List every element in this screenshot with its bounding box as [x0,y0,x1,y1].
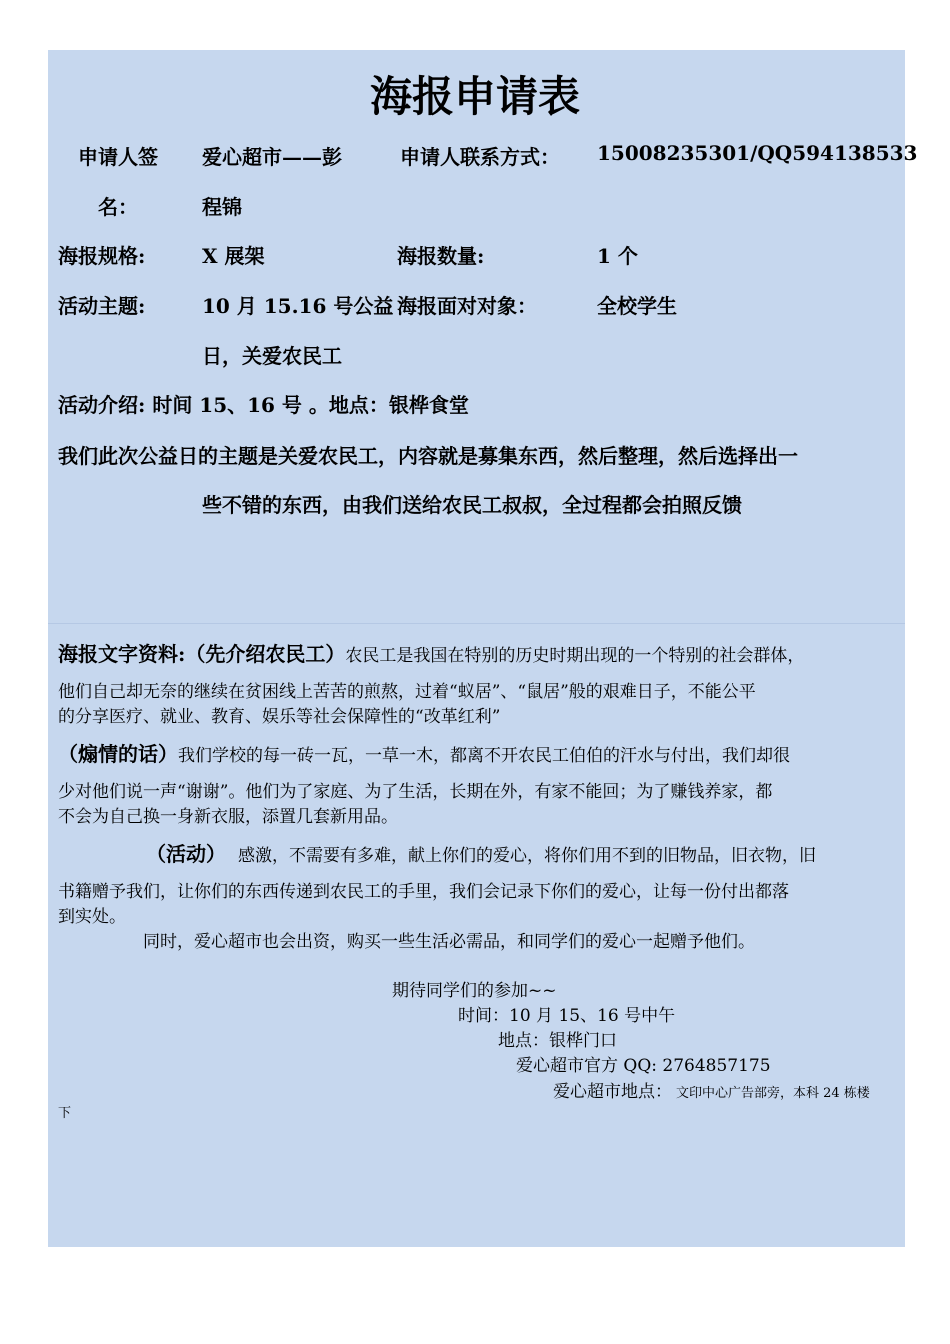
audience-value: 全校学生 [597,294,677,318]
audience-label: 海报面对对象： [397,294,537,318]
poster-p3-line: 到实处。 [58,907,126,927]
section-divider [48,623,905,624]
poster-section-label: 海报文字资料:（先介绍农民工） [58,642,346,666]
address-value-cont: 下 [58,1106,72,1121]
applicant-value-cont: 程锦 [202,195,242,219]
closing-line: 期待同学们的参加~~ [392,981,557,1001]
poster-p2-label: （煽情的话） [58,742,178,766]
intro-paragraph: 我们此次公益日的主题是关爱农民工，内容就是募集东西，然后整理，然后选择出一 [58,444,798,468]
spec-value: X 展架 [202,244,265,268]
official-qq: 爱心超市官方 QQ: 2764857175 [516,1056,771,1076]
poster-p2-line: 少对他们说一声“谢谢”。他们为了家庭、为了生活，长期在外，有家不能回；为了赚钱养家，都 [58,782,773,802]
applicant-label-cont: 名： [98,195,138,219]
theme-label: 活动主题: [58,294,146,318]
poster-p3-row [146,838,816,867]
event-time: 时间：10 月 15、16 号中午 [458,1006,676,1026]
contact-label: 申请人联系方式： [400,145,560,169]
contact-value: 15008235301/QQ594138533 [597,141,918,165]
poster-p3-line: 书籍赠予我们，让你们的东西传递到农民工的手里，我们会记录下你们的爱心，让每一份付出都落 [58,882,789,902]
intro-paragraph-cont: 些不错的东西，由我们送给农民工叔叔，全过程都会拍照反馈 [202,493,742,517]
count-label: 海报数量: [397,244,485,268]
poster-p2-row [58,738,790,767]
poster-p3-line: 感激，不需要有多难，献上你们的爱心，将你们用不到的旧物品，旧衣物，旧 [238,846,816,866]
spec-label: 海报规格: [58,244,146,268]
address-value: 文印中心广告部旁，本科 24 栋楼 [676,1086,870,1101]
intro-line: 活动介绍: 时间 15、16 号 。地点：银桦食堂 [58,393,469,417]
poster-p1-line: 他们自己却无奈的继续在贫困线上苦苦的煎熬，过着“蚁居”、“鼠居”般的艰难日子，不能公平 [58,682,756,702]
applicant-label: 申请人签 [78,145,158,169]
poster-p1-line: 的分享医疗、就业、教育、娱乐等社会保障性的“改革红利” [58,707,501,727]
count-value: 1 个 [597,244,638,268]
poster-p3-label: （活动） [146,842,226,866]
event-place: 地点：银桦门口 [498,1031,617,1051]
poster-p2-line: 我们学校的每一砖一瓦，一草一木，都离不开农民工伯伯的汗水与付出，我们却很 [178,746,790,766]
poster-p1-line: 农民工是我国在特别的历史时期出现的一个特别的社会群体， [345,646,805,666]
address-row [553,1077,870,1102]
theme-value-cont: 日，关爱农民工 [202,344,342,368]
applicant-value: 爱心超市——彭 [202,145,342,169]
poster-p2-line: 不会为自己换一身新衣服，添置几套新用品。 [58,807,398,827]
theme-value: 10 月 15.16 号公益 [202,294,394,318]
address-label: 爱心超市地点： [553,1082,672,1102]
page-title: 海报申请表 [369,72,580,121]
poster-p4-line: 同时，爱心超市也会出资，购买一些生活必需品，和同学们的爱心一起赠予他们。 [143,932,755,952]
poster-text-row [58,638,804,667]
